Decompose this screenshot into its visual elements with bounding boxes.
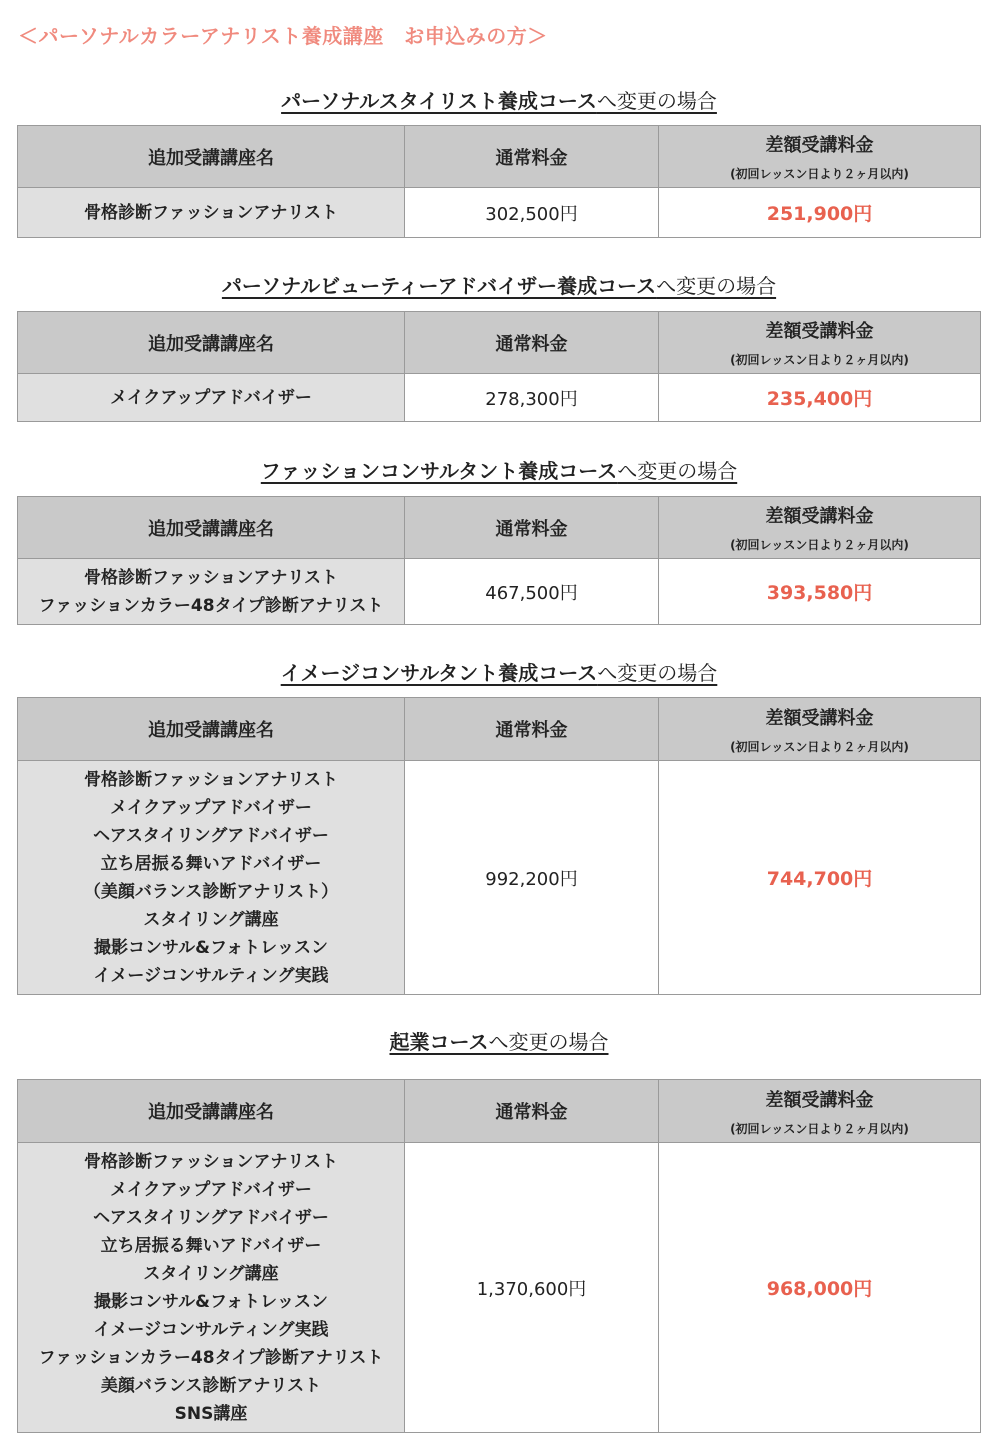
diff-fee-cell: 393,580円: [659, 559, 981, 625]
added-course: スタイリング講座: [143, 909, 279, 930]
added-course: ファッションカラー48タイプ診断アナリスト: [38, 1347, 384, 1368]
diff-fee-cell: 744,700円: [659, 761, 981, 995]
section-course-name: パーソナルビューティーアドバイザー養成コース: [221, 274, 657, 298]
added-course: メイクアップアドバイザー: [110, 1179, 312, 1200]
added-course: （美顔バランス診断アナリスト）: [83, 881, 339, 902]
header-diff-fee-label: 差額受講料金: [765, 321, 874, 342]
added-courses-cell: [18, 374, 405, 422]
header-diff-fee-label: 差額受講料金: [765, 506, 874, 527]
added-course: 立ち居振る舞いアドバイザー: [100, 853, 322, 874]
added-course: スタイリング講座: [143, 1263, 279, 1284]
section-course-name: 起業コース: [389, 1030, 489, 1054]
header-diff-fee-label: 差額受講料金: [765, 1089, 874, 1111]
added-course: 骨格診断ファッションアナリスト: [84, 202, 338, 223]
price-table-fashion-consultant: [17, 496, 981, 625]
added-course: ヘアスタイリングアドバイザー: [93, 1207, 329, 1228]
section-title-startup: [0, 1029, 998, 1055]
added-course: 撮影コンサル&フォトレッスン: [94, 1291, 328, 1312]
header-diff-fee-label: 差額受講料金: [765, 707, 874, 729]
added-course: 美顔バランス診断アナリスト: [100, 1375, 322, 1396]
header-normal-fee: 通常料金: [405, 312, 659, 374]
header-diff-note: (初回レッスン日より２ヶ月以内): [730, 1121, 909, 1136]
added-course: ヘアスタイリングアドバイザー: [93, 825, 329, 846]
section-title-suffix: へ変更の場合: [597, 661, 718, 685]
added-courses-cell: [18, 559, 405, 625]
price-table-startup: [17, 1079, 981, 1433]
section-title-image-consultant: [0, 660, 998, 686]
added-courses-cell: [18, 761, 405, 995]
added-course: ファッションカラー48タイプ診断アナリスト: [38, 595, 384, 616]
header-diff-note: (初回レッスン日より２ヶ月以内): [730, 353, 909, 367]
added-course: 骨格診断ファッションアナリスト: [84, 567, 338, 588]
header-diff-fee: [659, 312, 981, 374]
diff-fee-cell: 251,900円: [659, 188, 981, 238]
section-course-name: パーソナルスタイリスト養成コース: [281, 89, 597, 113]
header-diff-fee: [659, 698, 981, 761]
header-course-name: 追加受講講座名: [18, 1080, 405, 1143]
added-course: 撮影コンサル&フォトレッスン: [94, 937, 328, 958]
diff-fee-cell: 235,400円: [659, 374, 981, 422]
added-course: イメージコンサルティング実践: [93, 1319, 329, 1340]
normal-fee-cell: 467,500円: [405, 559, 659, 625]
added-course: メイクアップアドバイザー: [110, 797, 312, 818]
header-diff-note: (初回レッスン日より２ヶ月以内): [730, 739, 909, 754]
header-course-name: 追加受講講座名: [18, 497, 405, 559]
price-table-image-consultant: [17, 697, 981, 995]
added-course: 立ち居振る舞いアドバイザー: [100, 1235, 322, 1256]
added-course: イメージコンサルティング実践: [93, 965, 329, 986]
added-course: SNS講座: [174, 1403, 248, 1424]
page-header: ＜パーソナルカラーアナリスト養成講座 お申込みの方＞: [18, 24, 548, 48]
added-course: 骨格診断ファッションアナリスト: [84, 1151, 338, 1172]
price-table-stylist: [17, 125, 981, 238]
header-normal-fee: 通常料金: [405, 1080, 659, 1143]
header-course-name: 追加受講講座名: [18, 126, 405, 188]
section-title-stylist: [0, 88, 998, 114]
section-title-fashion-consultant: [0, 458, 998, 484]
header-diff-fee: [659, 497, 981, 559]
added-course: 骨格診断ファッションアナリスト: [84, 769, 338, 790]
section-title-suffix: へ変更の場合: [596, 89, 717, 113]
section-title-suffix: へ変更の場合: [488, 1030, 609, 1054]
header-diff-note: (初回レッスン日より２ヶ月以内): [730, 167, 909, 181]
section-course-name: ファッションコンサルタント養成コース: [260, 459, 618, 483]
header-diff-fee-label: 差額受講料金: [765, 135, 874, 156]
added-courses-cell: [18, 1143, 405, 1433]
header-diff-fee: [659, 126, 981, 188]
price-table-beauty-advisor: [17, 311, 981, 422]
header-diff-fee: [659, 1080, 981, 1143]
header-normal-fee: 通常料金: [405, 698, 659, 761]
header-diff-note: (初回レッスン日より２ヶ月以内): [730, 538, 909, 552]
section-title-beauty-advisor: [0, 273, 998, 299]
added-course: メイクアップアドバイザー: [110, 387, 312, 408]
normal-fee-cell: 302,500円: [405, 188, 659, 238]
normal-fee-cell: 278,300円: [405, 374, 659, 422]
normal-fee-cell: 992,200円: [405, 761, 659, 995]
section-title-suffix: へ変更の場合: [656, 274, 777, 298]
header-normal-fee: 通常料金: [405, 126, 659, 188]
header-normal-fee: 通常料金: [405, 497, 659, 559]
section-title-suffix: へ変更の場合: [617, 459, 738, 483]
added-courses-cell: [18, 188, 405, 238]
diff-fee-cell: 968,000円: [659, 1143, 981, 1433]
header-course-name: 追加受講講座名: [18, 698, 405, 761]
header-course-name: 追加受講講座名: [18, 312, 405, 374]
section-course-name: イメージコンサルタント養成コース: [280, 661, 598, 685]
normal-fee-cell: 1,370,600円: [405, 1143, 659, 1433]
